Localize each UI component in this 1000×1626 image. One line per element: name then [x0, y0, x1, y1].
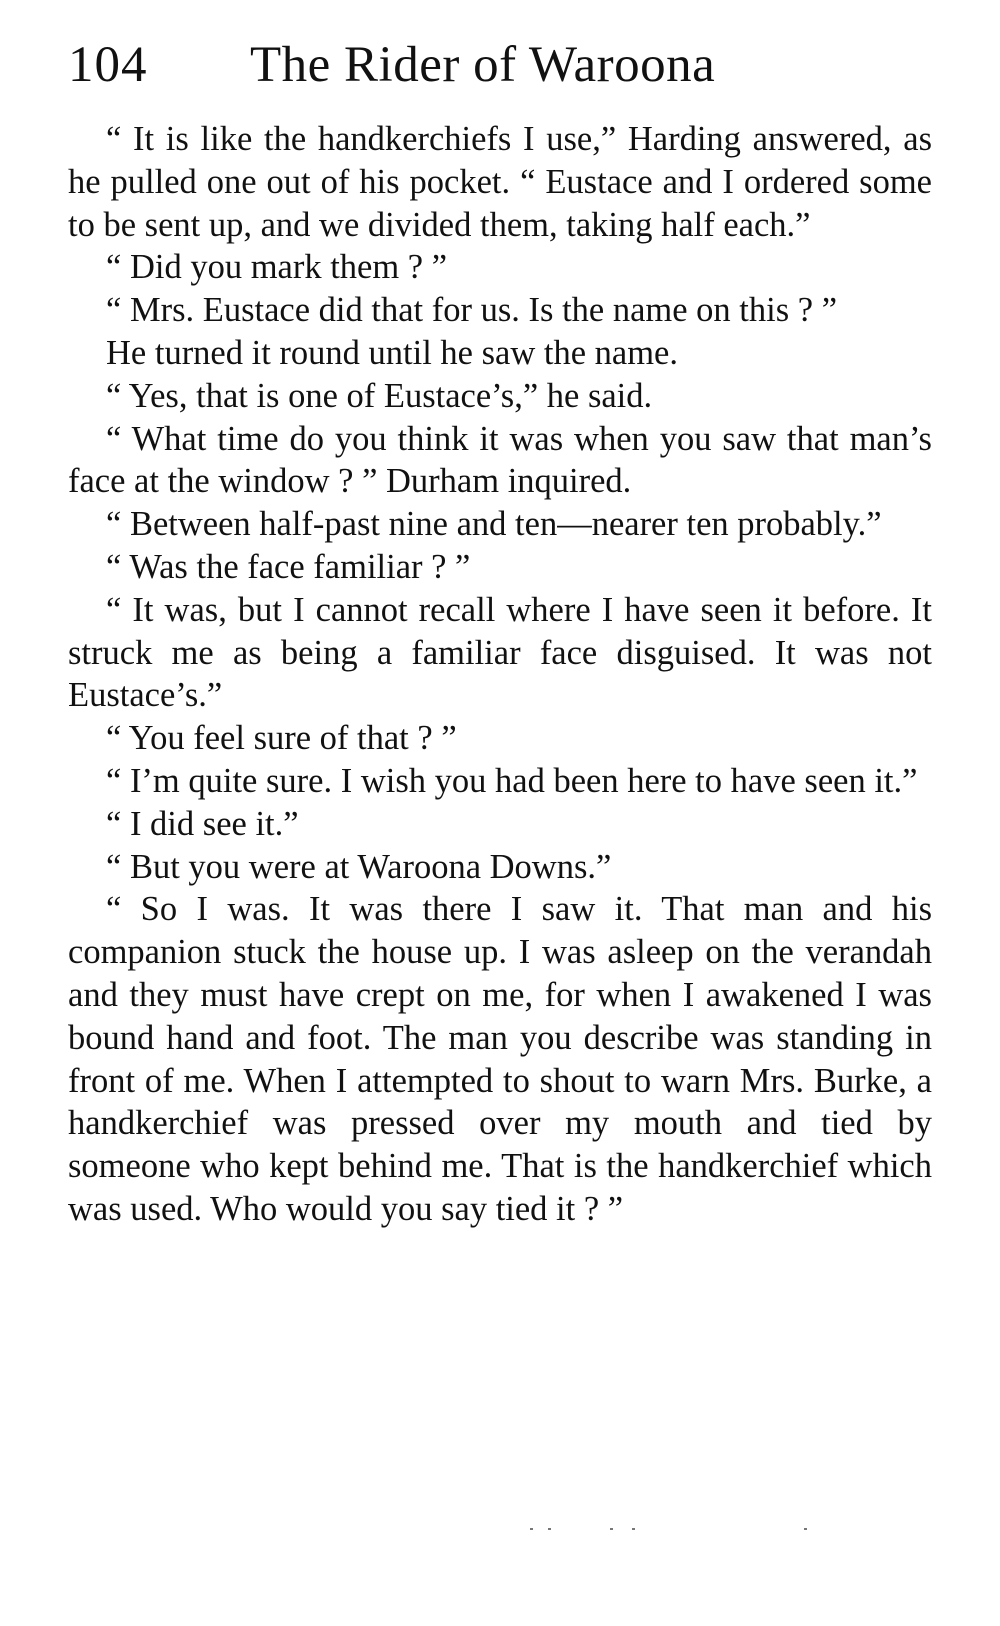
paragraph: “ Did you mark them ? ”: [106, 248, 448, 287]
paragraph: “ You feel sure of that ? ”: [106, 719, 457, 758]
running-title: The Rider of Waroona: [250, 37, 716, 93]
paragraph: “ So I was. It was there I saw it. That man and his companion stuck the house up. I was asleep on the verandah and they must have crept on me, for when I awakened I was bound hand and foot. The man you describe was standing in front of me. When I attempted to shout to warn Mrs. Burke, a handkerchief was pressed over my mouth and tied by someone who kept behind me. That is the handkerchief which was used. Who would you say tied it ? ”: [68, 890, 932, 1228]
page-number: 104: [68, 37, 148, 93]
paragraph: “ It is like the handkerchiefs I use,” Harding answered, as he pulled one out of his pocket. “ Eustace and I ordered some to be sent up, and we divided them, taking half each.”: [68, 120, 932, 244]
paragraph: “ Yes, that is one of Eustace’s,” he said.: [106, 376, 653, 415]
paragraph: “ Was the face familiar ? ”: [106, 547, 471, 586]
paragraph: “ What time do you think it was when you saw that man’s face at the window ? ” Durham inquired.: [68, 419, 932, 501]
paragraph: “ Mrs. Eustace did that for us. Is the name on this ? ”: [106, 291, 838, 330]
print-specks: [530, 1528, 830, 1532]
paragraph: “ It was, but I cannot recall where I have seen it before. It struck me as being a familiar face disguised. It was not Eustace’s.”: [68, 590, 932, 715]
paragraph: “ I’m quite sure. I wish you had been here to have seen it.”: [106, 761, 918, 800]
paragraph: “ Between half-past nine and ten—nearer ten probably.”: [106, 505, 882, 544]
paragraph: “ But you were at Waroona Downs.”: [106, 847, 612, 886]
paragraph: He turned it round until he saw the name.: [106, 333, 678, 372]
running-head: [68, 30, 938, 100]
paragraph: “ I did see it.”: [106, 804, 299, 843]
body-text: [68, 118, 932, 1231]
